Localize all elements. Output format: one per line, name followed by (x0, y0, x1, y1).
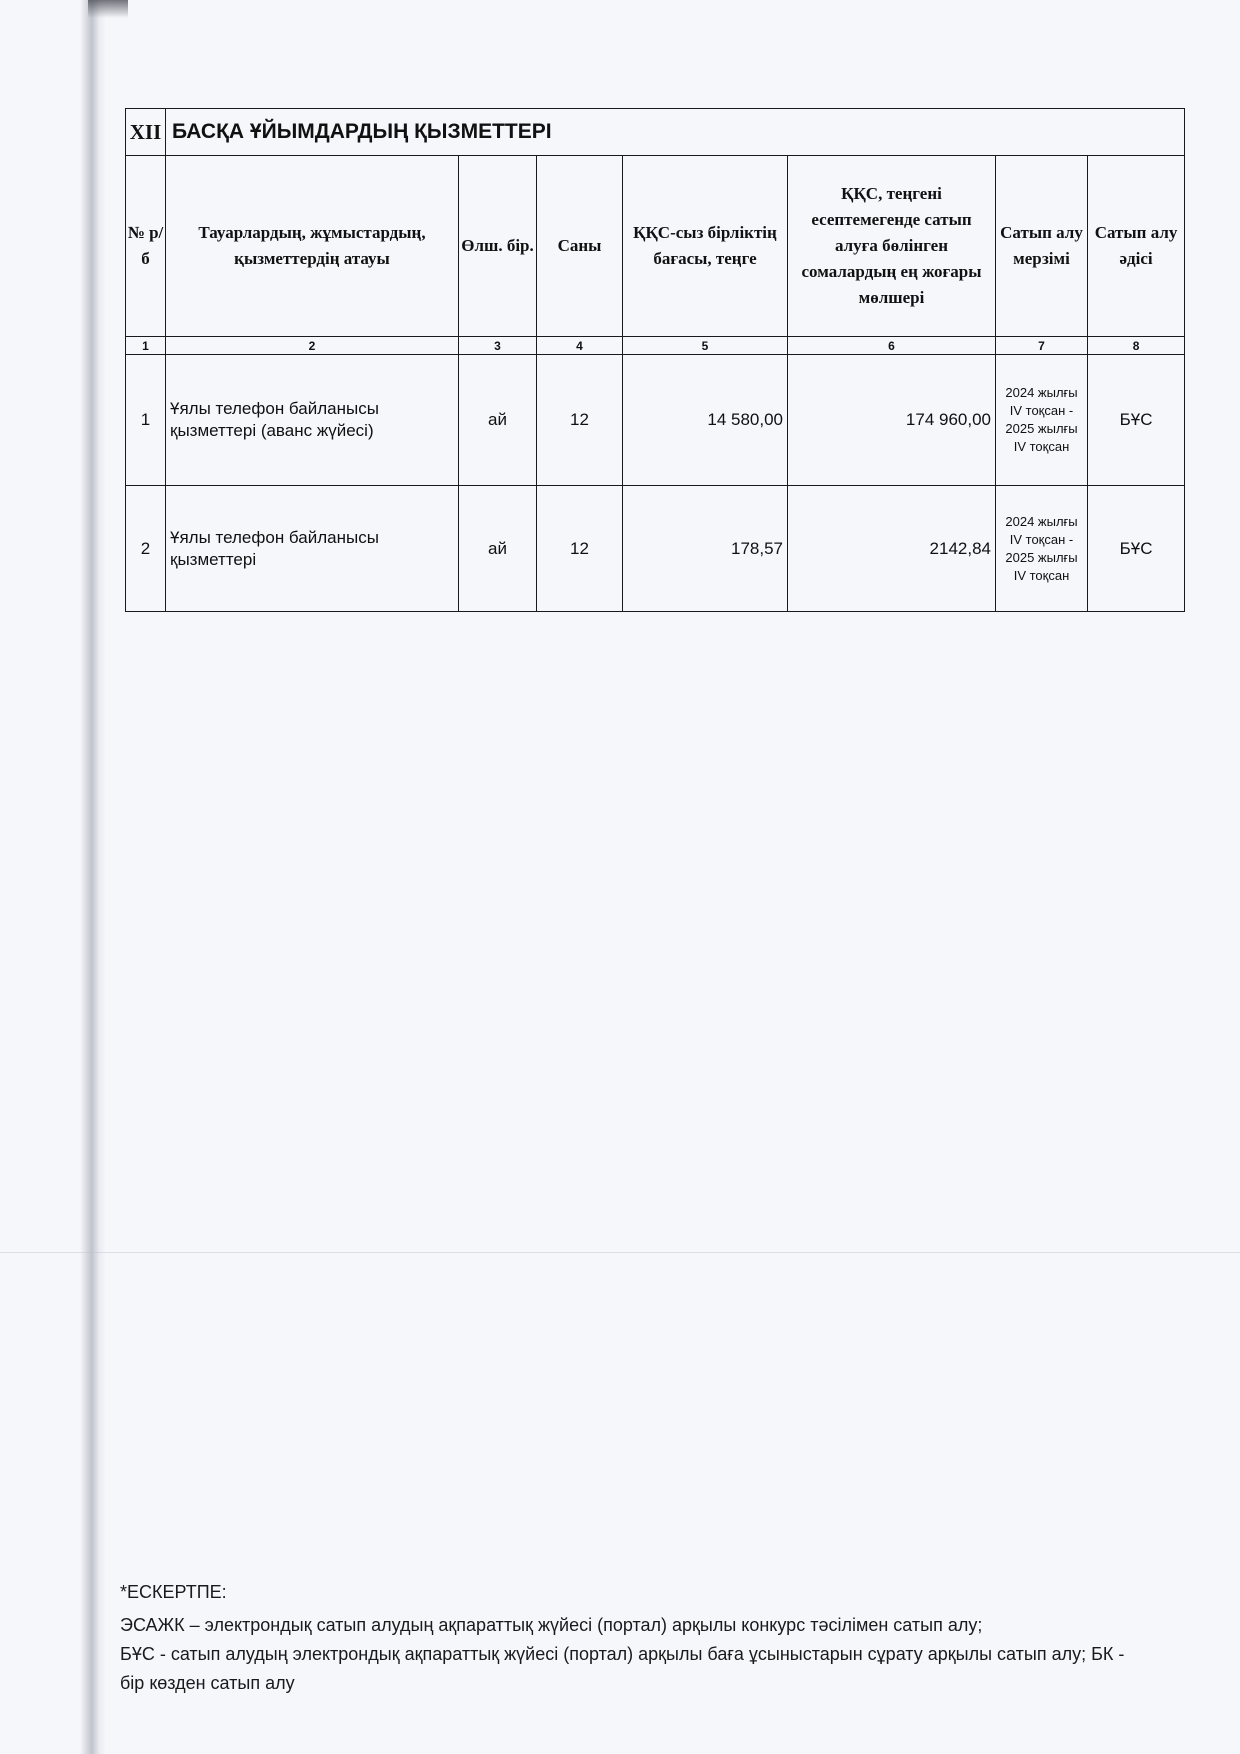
footnote-line: ЭСАЖК – электрондық сатып алудың ақпараттық жүйесі (портал) арқылы конкурс тәсілімен сатып алу; (120, 1615, 983, 1635)
section-number: XII (126, 109, 166, 156)
header-total-amount: ҚҚС, теңгені есептемегенде сатып алуға бөлінген сомалардың ең жоғары мөлшері (788, 156, 996, 337)
header-quantity: Саны (537, 156, 623, 337)
header-unit: Өлш. бір. (459, 156, 537, 337)
column-number: 3 (459, 337, 537, 355)
unit: ай (459, 355, 537, 486)
procurement-table (125, 108, 1185, 612)
scan-corner-shadow (88, 0, 128, 18)
total-amount: 174 960,00 (788, 355, 996, 486)
unit: ай (459, 486, 537, 612)
table-row (126, 355, 1185, 486)
column-header-row (126, 156, 1185, 337)
total-amount: 2142,84 (788, 486, 996, 612)
column-number-row (126, 337, 1185, 355)
column-number: 8 (1088, 337, 1185, 355)
procurement-method: БҰС (1088, 355, 1185, 486)
header-period: Сатып алу мерзімі (996, 156, 1088, 337)
column-number: 7 (996, 337, 1088, 355)
section-header-row (126, 109, 1185, 156)
procurement-period: 2024 жылғы IV тоқсан - 2025 жылғы IV тоқсан (996, 355, 1088, 486)
column-number: 4 (537, 337, 623, 355)
column-number: 5 (623, 337, 788, 355)
row-number: 1 (126, 355, 166, 486)
column-number: 6 (788, 337, 996, 355)
footnote-line: БҰС - сатып алудың электрондық ақпараттық жүйесі (портал) арқылы баға ұсыныстарын сұрату арқылы сатып алу; БК - бір көзден сатып алу (120, 1644, 1125, 1693)
header-item-name: Тауарлардың, жұмыстардың, қызметтердің атауы (166, 156, 459, 337)
procurement-period: 2024 жылғы IV тоқсан - 2025 жылғы IV тоқсан (996, 486, 1088, 612)
unit-price: 14 580,00 (623, 355, 788, 486)
quantity: 12 (537, 486, 623, 612)
column-number: 2 (166, 337, 459, 355)
section-title: БАСҚА ҰЙЫМДАРДЫҢ ҚЫЗМЕТТЕРІ (166, 109, 1185, 156)
item-name: Ұялы телефон байланысы қызметтері (166, 486, 459, 612)
footnote (120, 1578, 1130, 1698)
row-number: 2 (126, 486, 166, 612)
item-name: Ұялы телефон байланысы қызметтері (аванс жүйесі) (166, 355, 459, 486)
column-number: 1 (126, 337, 166, 355)
header-row-number: № р/б (126, 156, 166, 337)
procurement-method: БҰС (1088, 486, 1185, 612)
footnote-title: *ЕСКЕРТПЕ: (120, 1582, 227, 1602)
quantity: 12 (537, 355, 623, 486)
header-unit-price: ҚҚС-сыз бірліктің бағасы, теңге (623, 156, 788, 337)
unit-price: 178,57 (623, 486, 788, 612)
scan-artifact-line (0, 1252, 1240, 1253)
header-method: Сатып алу әдісі (1088, 156, 1185, 337)
table-row (126, 486, 1185, 612)
scan-binding-shadow (80, 0, 106, 1754)
